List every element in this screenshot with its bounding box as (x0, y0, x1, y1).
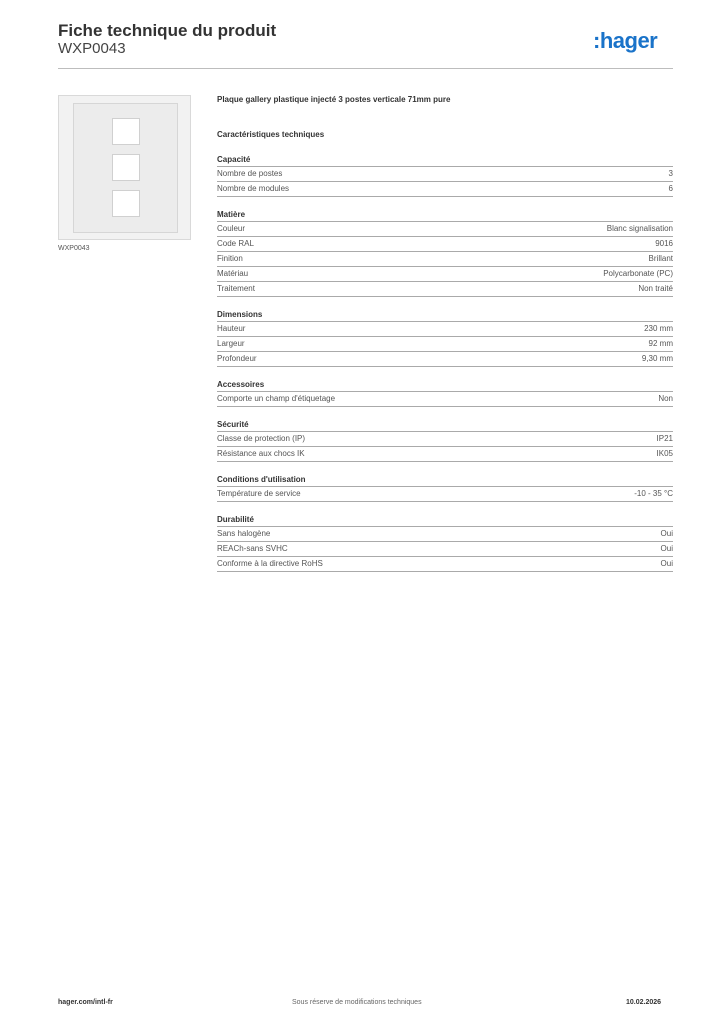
spec-sections (217, 154, 673, 572)
spec-label: Code RAL (217, 239, 254, 248)
spec-row (217, 337, 673, 352)
section-title: Capacité (217, 154, 673, 167)
tech-characteristics-title: Caractéristiques techniques (217, 130, 325, 139)
spec-section (217, 309, 673, 367)
spec-row (217, 432, 673, 447)
spec-row (217, 542, 673, 557)
page-title: Fiche technique du produit (58, 21, 277, 40)
spec-value: Non (658, 394, 673, 403)
section-title: Matière (217, 209, 673, 222)
footer-website: hager.com/intl-fr (58, 999, 113, 1006)
spec-section (217, 154, 673, 197)
spec-label: Profondeur (217, 354, 257, 363)
spec-row (217, 352, 673, 367)
spec-row (217, 392, 673, 407)
spec-row (217, 487, 673, 502)
spec-label: Largeur (217, 339, 245, 348)
spec-value: IP21 (656, 434, 673, 443)
spec-value: IK05 (656, 449, 673, 458)
spec-row (217, 222, 673, 237)
spec-label: Conforme à la directive RoHS (217, 559, 323, 568)
plate-opening (112, 154, 140, 181)
spec-section (217, 474, 673, 502)
spec-section (217, 514, 673, 572)
spec-label: Couleur (217, 224, 246, 233)
section-title: Durabilité (217, 514, 673, 527)
section-title: Sécurité (217, 419, 673, 432)
spec-section (217, 419, 673, 462)
spec-value: 3 (668, 169, 673, 178)
spec-value: Oui (660, 529, 673, 538)
plate-opening (112, 190, 140, 217)
spec-value: 9016 (655, 239, 673, 248)
section-title: Conditions d'utilisation (217, 474, 673, 487)
spec-value: Blanc signalisation (606, 224, 673, 233)
spec-label: Nombre de postes (217, 169, 283, 178)
spec-label: Nombre de modules (217, 184, 290, 193)
plate-opening (112, 118, 140, 145)
spec-label: Finition (217, 254, 243, 263)
spec-label: Matériau (217, 269, 249, 278)
product-description: Plaque gallery plastique injecté 3 postes verticale 71mm pure (217, 95, 451, 104)
spec-value: 9,30 mm (641, 354, 673, 363)
spec-label: REACh-sans SVHC (217, 544, 288, 553)
spec-row (217, 527, 673, 542)
product-reference: WXP0043 (58, 40, 126, 57)
spec-value: 92 mm (648, 339, 673, 348)
spec-value: Oui (660, 544, 673, 553)
spec-value: Polycarbonate (PC) (603, 269, 673, 278)
spec-section (217, 379, 673, 407)
spec-label: Classe de protection (IP) (217, 434, 306, 443)
spec-label: Résistance aux chocs IK (217, 449, 305, 458)
product-image (58, 95, 191, 240)
spec-row (217, 182, 673, 197)
footer-date: 10.02.2026 (626, 999, 662, 1006)
spec-row (217, 167, 673, 182)
spec-value: Non traité (638, 284, 673, 293)
spec-value: 230 mm (644, 324, 673, 333)
spec-label: Traitement (217, 284, 255, 293)
spec-label: Hauteur (217, 324, 246, 333)
spec-label: Température de service (217, 489, 301, 498)
spec-section (217, 209, 673, 297)
image-caption: WXP0043 (58, 245, 90, 252)
spec-row (217, 267, 673, 282)
section-title: Accessoires (217, 379, 673, 392)
section-title: Dimensions (217, 309, 673, 322)
spec-label: Sans halogène (217, 529, 271, 538)
spec-label: Comporte un champ d'étiquetage (217, 394, 336, 403)
spec-value: -10 - 35 °C (634, 489, 673, 498)
spec-row (217, 252, 673, 267)
spec-value: 6 (668, 184, 673, 193)
spec-row (217, 282, 673, 297)
hager-logo: :hager (593, 28, 658, 53)
spec-row (217, 557, 673, 572)
spec-value: Brillant (648, 254, 673, 263)
logo-text: hager (599, 28, 658, 53)
spec-value: Oui (660, 559, 673, 568)
header-divider (58, 68, 673, 69)
footer-notice: Sous réserve de modifications techniques (292, 999, 422, 1006)
plate-illustration (73, 103, 178, 233)
spec-content (217, 95, 673, 572)
spec-row (217, 447, 673, 462)
spec-row (217, 237, 673, 252)
spec-row (217, 322, 673, 337)
